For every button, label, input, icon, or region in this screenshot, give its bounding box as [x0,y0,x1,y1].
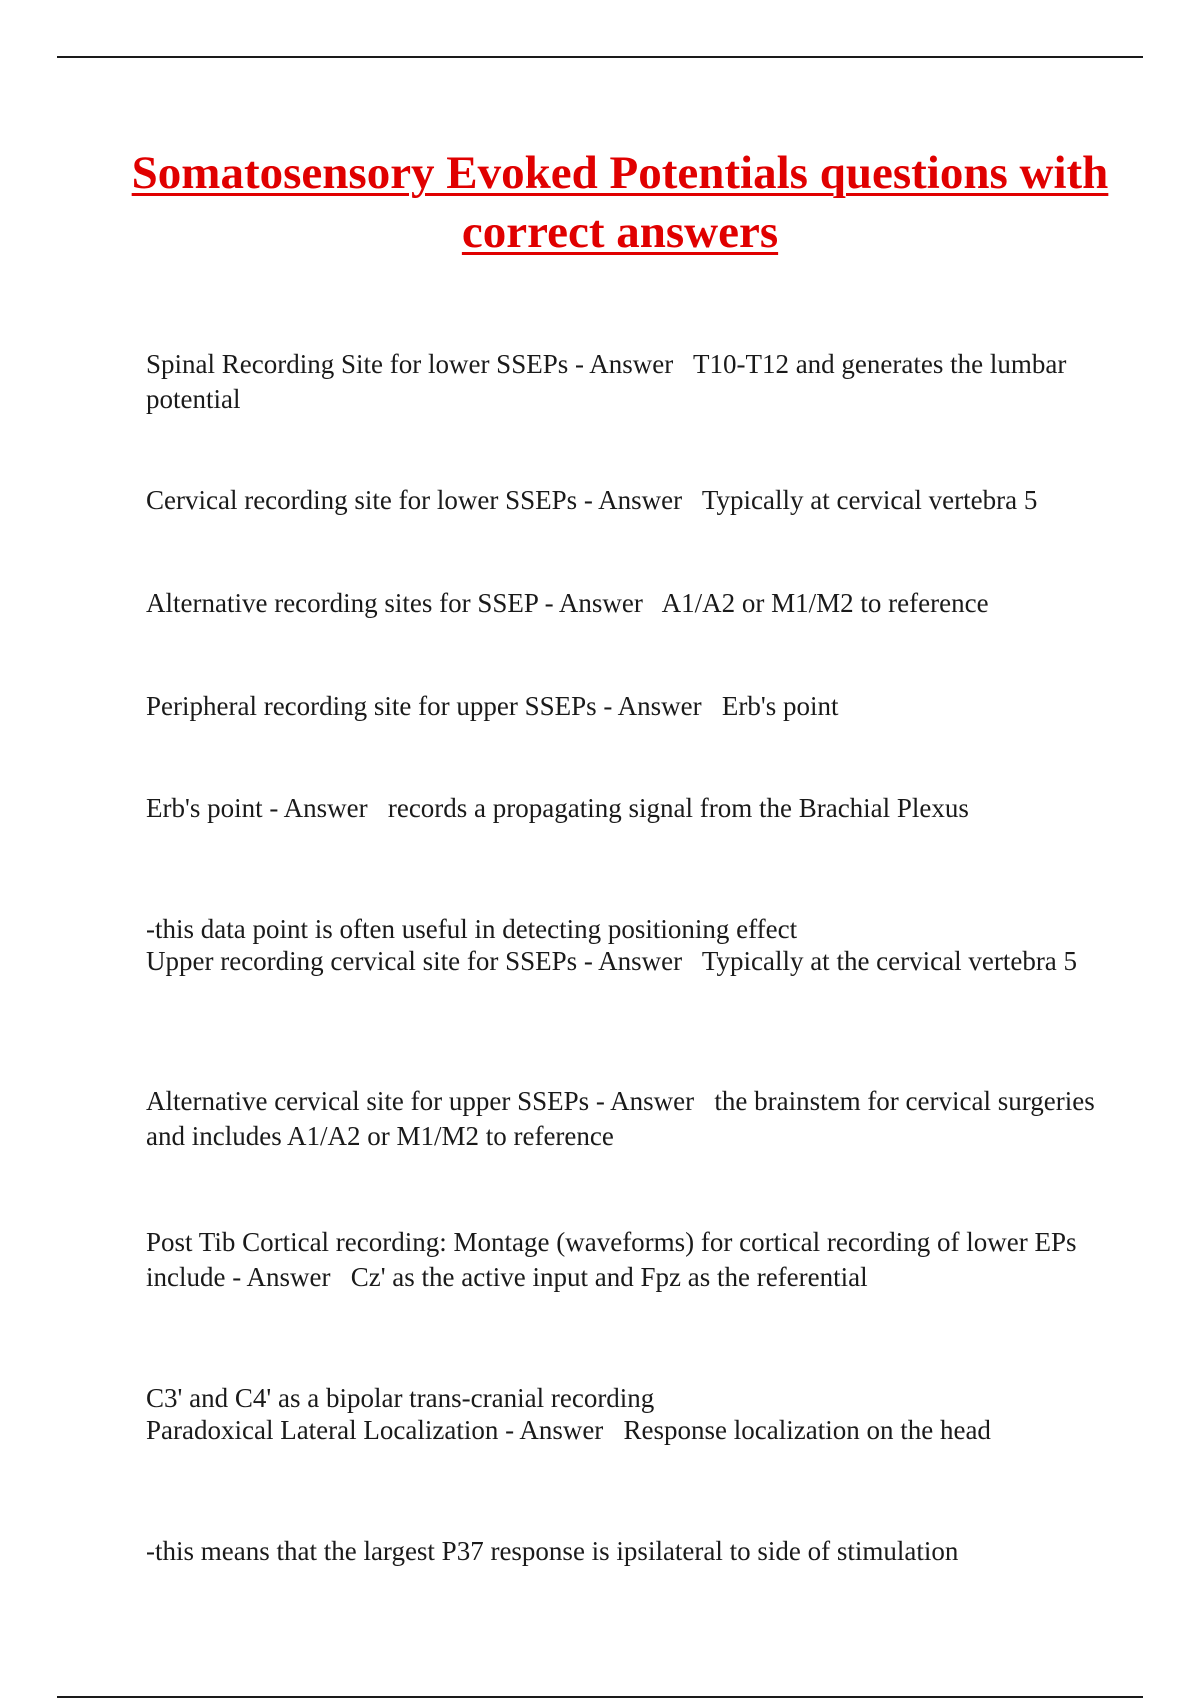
qa-item-text: Alternative recording sites for SSEP - Answer A1/A2 or M1/M2 to reference [146,588,989,618]
qa-item-extra: -this data point is often useful in detecting positioning effect [146,914,798,944]
qa-item-upper-cervical-site [146,874,1106,1014]
qa-item-extra: C3' and C4' as a bipolar trans-cranial recording [146,1383,655,1413]
qa-item-text: Peripheral recording site for upper SSEPs - Answer Erb's point [146,691,839,721]
qa-item-text: Spinal Recording Site for lower SSEPs - Answer T10-T12 and generates the lumbar potential [146,349,1074,414]
document-title: Somatosensory Evoked Potentials questions with correct answers [131,147,1109,258]
qa-item-text: Upper recording cervical site for SSEPs - Answer Typically at the cervical vertebra 5 [146,946,1078,976]
qa-item-paradoxical-lateral-localization [146,1343,1106,1604]
qa-item-text: Erb's point - Answer records a propagating signal from the Brachial Plexus [146,793,969,823]
qa-item-text: Alternative cervical site for upper SSEPs - Answer the brainstem for cervical surgeries and includes A1/A2 or M1/M2 to reference [146,1086,1102,1151]
bottom-rule [57,1696,1143,1698]
qa-item-extra: -this means that the largest P37 response is ipsilateral to side of stimulation [146,1536,959,1566]
qa-item-text: Paradoxical Lateral Localization - Answer Response localization on the head [146,1415,991,1445]
qa-item-text: Cervical recording site for lower SSEPs - Answer Typically at cervical vertebra 5 [146,485,1038,515]
qa-item-text: Post Tib Cortical recording: Montage (waveforms) for cortical recording of lower EPs include - Answer Cz' as the active input and Fpz as the referential [146,1227,1084,1292]
top-rule [57,56,1143,58]
